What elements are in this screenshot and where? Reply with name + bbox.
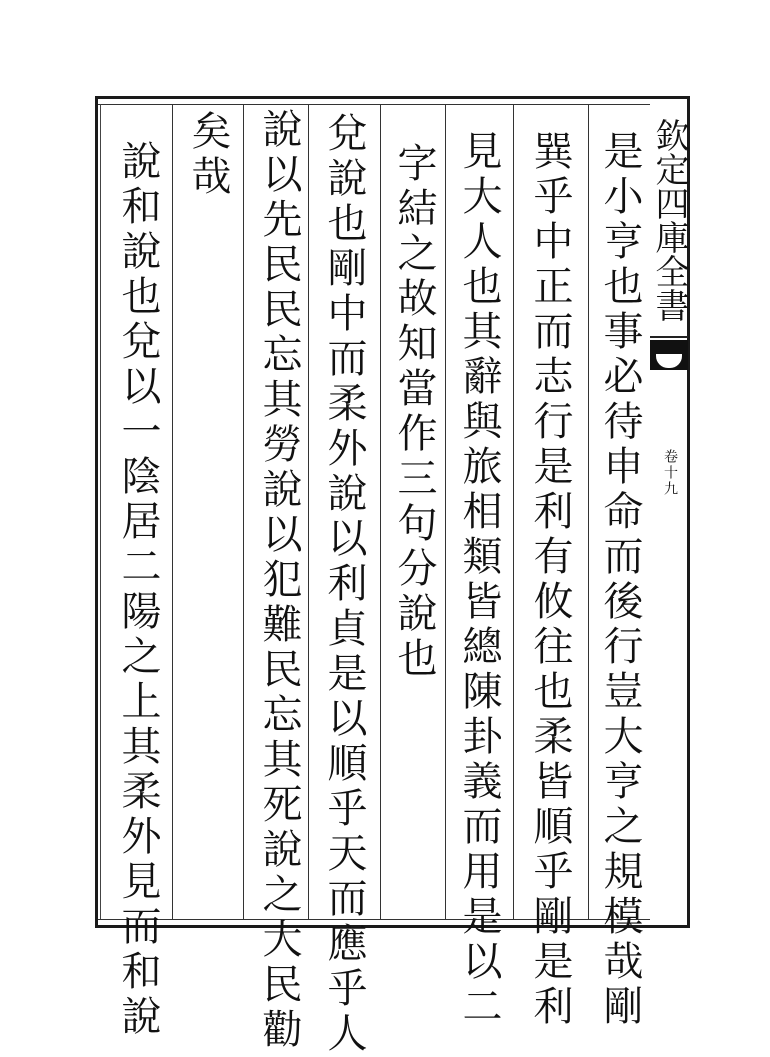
column-rule <box>380 104 381 919</box>
column-rule <box>308 104 309 919</box>
text-column-3: 見大人也其辭與旅相類皆總陳卦義而用是以二 <box>456 130 502 1030</box>
inner-top-border <box>98 104 650 105</box>
banner-divider <box>650 336 688 338</box>
text-column-1: 是小亨也事必待申命而後行豈大亨之規模哉剛 <box>597 130 643 1030</box>
fish-tail-mark-icon <box>650 340 688 370</box>
left-margin-rule <box>100 104 101 919</box>
column-rule <box>588 104 589 919</box>
text-column-7: 矣哉 <box>185 110 231 200</box>
text-column-8: 說和說也兌以一陰居二陽之上其柔外見而和說 <box>115 140 161 1040</box>
column-rule <box>513 104 514 919</box>
volume-label: 卷十九 <box>662 449 678 497</box>
text-column-5: 兌說也剛中而柔外說以利貞是以順乎天而應乎人 <box>321 112 367 1057</box>
title-banner <box>650 104 688 919</box>
text-column-4: 字結之故知當作三句分說也 <box>391 142 437 682</box>
text-column-6: 說以先民民忘其勞說以犯難民忘其死說之大民勸 <box>256 108 302 1053</box>
book-title: 欽定四庫全書 <box>649 118 689 322</box>
text-column-2: 巽乎中正而志行是利有攸往也柔皆順乎剛是利 <box>527 130 573 1030</box>
column-rule <box>243 104 244 919</box>
column-rule <box>172 104 173 919</box>
column-rule <box>445 104 446 919</box>
